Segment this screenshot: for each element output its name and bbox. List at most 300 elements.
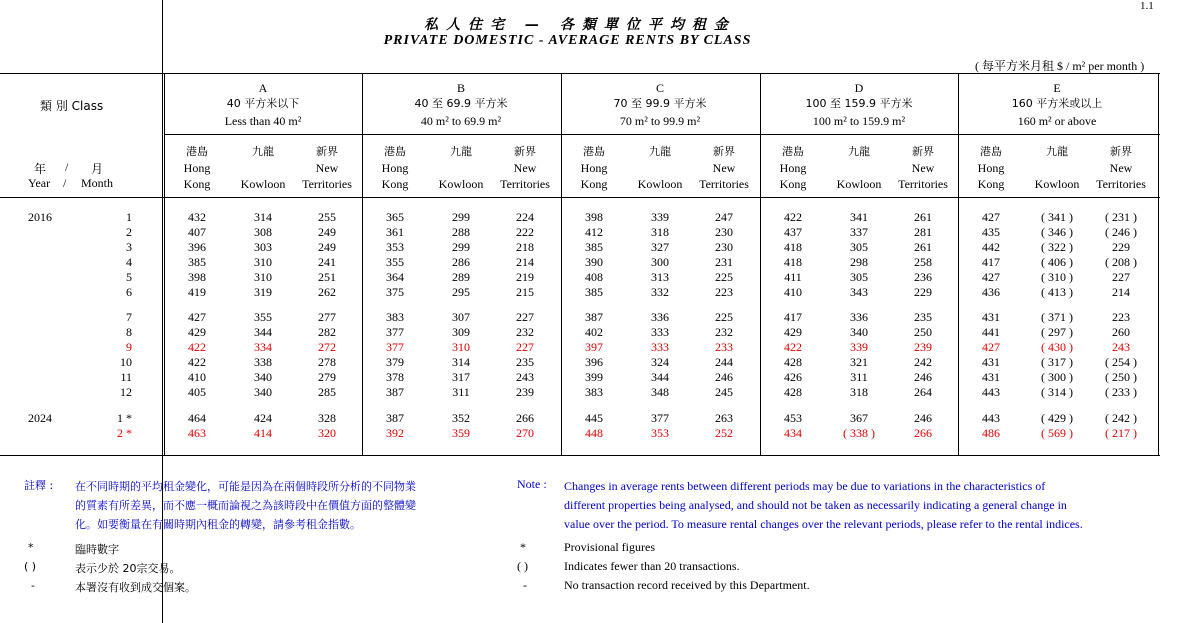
rent-cell: 379 — [386, 355, 404, 369]
class-letter: A — [258, 81, 268, 95]
rent-cell: 246 — [914, 411, 932, 425]
rent-cell: 310 — [254, 270, 272, 284]
rent-cell: 341 — [850, 210, 868, 224]
rent-cell: 344 — [651, 370, 669, 384]
rent-cell: ( 371 ) — [1041, 310, 1073, 324]
rent-cell: 442 — [982, 240, 1000, 254]
rent-cell: 242 — [914, 355, 932, 369]
rent-cell: 223 — [715, 285, 733, 299]
month-cell: 12 — [120, 385, 132, 399]
rent-cell: 385 — [188, 255, 206, 269]
legend-en-text: No transaction record received by this Department. — [564, 578, 810, 592]
region-en-line1: New — [712, 161, 736, 175]
rent-cell: 364 — [386, 270, 404, 284]
rent-cell: 282 — [318, 325, 336, 339]
rent-cell: 333 — [651, 325, 669, 339]
rent-cell: 327 — [651, 240, 669, 254]
rent-cell: 340 — [850, 325, 868, 339]
region-en-line1: Hong — [381, 161, 409, 175]
rent-cell: 359 — [452, 426, 470, 440]
rent-cell: 443 — [982, 385, 1000, 399]
rent-cell: 333 — [651, 340, 669, 354]
rent-cell: 225 — [715, 270, 733, 284]
rent-cell: 319 — [254, 285, 272, 299]
rent-cell: 385 — [585, 285, 603, 299]
slash: / — [65, 160, 69, 174]
table-row — [0, 325, 1160, 340]
rent-cell: 311 — [452, 385, 470, 399]
notes-zh-line: 的質素有所差異，而不應一概而論視之為該時段中在價值方面的整體變 — [75, 499, 416, 512]
rent-cell: 428 — [784, 355, 802, 369]
class-letter: B — [456, 81, 465, 95]
month-cell: 4 — [126, 255, 132, 269]
title-english: PRIVATE DOMESTIC - AVERAGE RENTS BY CLASS — [383, 33, 752, 48]
rent-cell: ( 300 ) — [1041, 370, 1073, 384]
rent-cell: 227 — [1112, 270, 1130, 284]
slash: / — [63, 176, 67, 190]
rent-cell: 243 — [516, 370, 534, 384]
rent-cell: 428 — [784, 385, 802, 399]
rent-cell: 309 — [452, 325, 470, 339]
legend-zh-text: 本署沒有收到成交個案。 — [75, 581, 196, 594]
rent-cell: 431 — [982, 355, 1000, 369]
rent-cell: 235 — [516, 355, 534, 369]
legend-en-sym: * — [520, 540, 526, 554]
rent-cell: ( 317 ) — [1041, 355, 1073, 369]
rent-cell: 239 — [914, 340, 932, 354]
rent-cell: 383 — [386, 310, 404, 324]
rent-cell: 227 — [516, 310, 534, 324]
region-zh: 九龍 — [1046, 145, 1068, 158]
region-en-line1: Hong — [183, 161, 211, 175]
rent-cell: 422 — [784, 210, 802, 224]
region-en-line1: Hong — [580, 161, 608, 175]
rent-cell: ( 208 ) — [1105, 255, 1137, 269]
region-en-line2: Kowloon — [1034, 177, 1080, 191]
month-cell: 2 * — [117, 426, 132, 440]
rent-cell: 338 — [254, 355, 272, 369]
rent-cell: ( 346 ) — [1041, 225, 1073, 239]
class-header-rule — [164, 134, 1160, 135]
region-en-line2: Territories — [302, 177, 352, 191]
rent-cell: 258 — [914, 255, 932, 269]
year-en: Year — [28, 176, 51, 190]
year-cell: 2016 — [28, 210, 52, 224]
rent-cell: ( 406 ) — [1041, 255, 1073, 269]
rent-cell: 262 — [318, 285, 336, 299]
legend-zh-sym: ( ) — [24, 560, 37, 573]
rent-cell: ( 338 ) — [843, 426, 875, 440]
month-cell: 10 — [120, 355, 132, 369]
rent-cell: 434 — [784, 426, 802, 440]
rent-cell: 365 — [386, 210, 404, 224]
legend-zh-text: 臨時數字 — [75, 543, 119, 556]
rent-cell: 222 — [516, 225, 534, 239]
rent-cell: 277 — [318, 310, 336, 324]
rent-cell: 299 — [452, 210, 470, 224]
class-range-en: Less than 40 m² — [224, 114, 302, 128]
rent-cell: 387 — [386, 411, 404, 425]
rent-cell: 436 — [982, 285, 1000, 299]
rent-cell: 285 — [318, 385, 336, 399]
rent-cell: ( 217 ) — [1105, 426, 1137, 440]
class-letter: E — [1053, 81, 1061, 95]
rent-cell: 408 — [585, 270, 603, 284]
region-zh: 港島 — [782, 145, 804, 158]
rent-cell: 229 — [914, 285, 932, 299]
table-row — [0, 310, 1160, 325]
title-chinese: 私人住宅 — 各類單位平均租金 — [424, 17, 736, 33]
rent-cell: 422 — [188, 340, 206, 354]
rent-cell: 344 — [254, 325, 272, 339]
rent-cell: 320 — [318, 426, 336, 440]
rent-cell: 223 — [1112, 310, 1130, 324]
region-zh: 新界 — [514, 145, 536, 158]
legend-zh-text: 表示少於 20宗交易。 — [75, 562, 181, 575]
rent-cell: 318 — [850, 385, 868, 399]
rent-cell: 288 — [452, 225, 470, 239]
rent-cell: 407 — [188, 225, 206, 239]
rent-cell: 314 — [254, 210, 272, 224]
rent-cell: 377 — [386, 340, 404, 354]
rent-cell: 311 — [850, 370, 868, 384]
region-en-line1: Hong — [779, 161, 807, 175]
rent-cell: ( 231 ) — [1105, 210, 1137, 224]
rent-cell: ( 569 ) — [1041, 426, 1073, 440]
month-cell: 6 — [126, 285, 132, 299]
rent-cell: 486 — [982, 426, 1000, 440]
rent-cell: 402 — [585, 325, 603, 339]
table-row — [0, 385, 1160, 400]
rent-cell: 417 — [784, 310, 802, 324]
rent-cell: 431 — [982, 370, 1000, 384]
rent-cell: 429 — [784, 325, 802, 339]
notes-zh-label: 註釋 : — [24, 479, 54, 492]
rent-cell: 250 — [914, 325, 932, 339]
legend-zh-sym: - — [31, 579, 35, 592]
region-en-line1: New — [513, 161, 537, 175]
rent-cell: 272 — [318, 340, 336, 354]
table-row — [0, 225, 1160, 240]
rent-cell: 318 — [651, 225, 669, 239]
rent-cell: 392 — [386, 426, 404, 440]
class-range-zh: 40 至 69.9 平方米 — [414, 97, 508, 110]
month-cell: 3 — [126, 240, 132, 254]
month-cell: 8 — [126, 325, 132, 339]
rent-cell: 263 — [715, 411, 733, 425]
rent-cell: 261 — [914, 210, 932, 224]
rent-cell: ( 246 ) — [1105, 225, 1137, 239]
rent-cell: ( 233 ) — [1105, 385, 1137, 399]
region-en-line2: Kong — [977, 177, 1005, 191]
rent-cell: 411 — [784, 270, 802, 284]
table-row — [0, 411, 1160, 426]
rent-cell: 437 — [784, 225, 802, 239]
rent-cell: 243 — [1112, 340, 1130, 354]
rent-cell: 229 — [1112, 240, 1130, 254]
rent-cell: 387 — [386, 385, 404, 399]
rent-cell: 232 — [715, 325, 733, 339]
rent-cell: 405 — [188, 385, 206, 399]
region-zh: 新界 — [1110, 145, 1132, 158]
rent-cell: 305 — [850, 270, 868, 284]
region-en-line2: Kong — [381, 177, 409, 191]
rent-cell: 339 — [850, 340, 868, 354]
rent-cell: 432 — [188, 210, 206, 224]
rent-cell: 387 — [585, 310, 603, 324]
rent-cell: 332 — [651, 285, 669, 299]
rent-cell: 427 — [188, 310, 206, 324]
rent-cell: 412 — [585, 225, 603, 239]
notes-en-text — [564, 477, 1083, 534]
rent-cell: ( 341 ) — [1041, 210, 1073, 224]
rent-cell: ( 429 ) — [1041, 411, 1073, 425]
table-row — [0, 255, 1160, 270]
rent-cell: 230 — [715, 240, 733, 254]
region-en-line2: Kong — [580, 177, 608, 191]
legend-zh-sym: * — [28, 541, 34, 554]
rent-cell: 270 — [516, 426, 534, 440]
notes-en-label: Note : — [517, 477, 547, 491]
rent-cell: 397 — [585, 340, 603, 354]
table-row — [0, 285, 1160, 300]
rent-cell: 390 — [585, 255, 603, 269]
rent-cell: 298 — [850, 255, 868, 269]
rent-cell: 303 — [254, 240, 272, 254]
rent-cell: 377 — [386, 325, 404, 339]
rent-cell: 353 — [386, 240, 404, 254]
rent-cell: 278 — [318, 355, 336, 369]
rent-cell: 235 — [914, 310, 932, 324]
rent-cell: 251 — [318, 270, 336, 284]
year-zh: 年 — [34, 162, 47, 176]
rent-cell: 308 — [254, 225, 272, 239]
rent-cell: 286 — [452, 255, 470, 269]
rent-cell: 377 — [651, 411, 669, 425]
unit-label: ( 每平方米月租 $ / m² per month ) — [975, 59, 1145, 73]
rent-cell: 261 — [914, 240, 932, 254]
rent-cell: ( 322 ) — [1041, 240, 1073, 254]
month-cell: 11 — [120, 370, 132, 384]
rent-cell: 348 — [651, 385, 669, 399]
rent-cell: 339 — [651, 210, 669, 224]
header-bottom-rule — [0, 197, 1160, 198]
rent-cell: 396 — [188, 240, 206, 254]
region-zh: 港島 — [384, 145, 406, 158]
rent-cell: 355 — [254, 310, 272, 324]
region-zh: 新界 — [316, 145, 338, 158]
region-zh: 港島 — [980, 145, 1002, 158]
rent-cell: 334 — [254, 340, 272, 354]
class-range-en: 40 m² to 69.9 m² — [420, 114, 502, 128]
rent-cell: 398 — [585, 210, 603, 224]
rent-cell: 441 — [982, 325, 1000, 339]
region-en-line2: Territories — [898, 177, 948, 191]
notes-zh-line: 在不同時期的平均租金變化，可能是因為在兩個時段所分析的不同物業 — [75, 480, 416, 493]
rent-cell: 317 — [452, 370, 470, 384]
rent-cell: 225 — [715, 310, 733, 324]
month-cell: 1 * — [117, 411, 132, 425]
rent-cell: 464 — [188, 411, 206, 425]
notes-en-line: value over the period. To measure rental changes over the relevant periods, please refer to the rental indices. — [564, 517, 1083, 531]
rent-cell: 361 — [386, 225, 404, 239]
rent-cell: 453 — [784, 411, 802, 425]
rent-cell: 427 — [982, 210, 1000, 224]
rent-cell: 427 — [982, 270, 1000, 284]
region-zh: 港島 — [583, 145, 605, 158]
rent-cell: 314 — [452, 355, 470, 369]
month-zh: 月 — [91, 162, 104, 176]
rent-cell: 375 — [386, 285, 404, 299]
rent-cell: 336 — [850, 310, 868, 324]
class-letter: D — [854, 81, 864, 95]
legend-en-text: Provisional figures — [564, 540, 655, 554]
page-number: 1.1 — [1140, 0, 1154, 12]
region-en-line1: Hong — [977, 161, 1005, 175]
rent-cell: 422 — [784, 340, 802, 354]
region-zh: 九龍 — [649, 145, 671, 158]
rent-cell: 299 — [452, 240, 470, 254]
rent-cell: 427 — [982, 340, 1000, 354]
rent-cell: 367 — [850, 411, 868, 425]
class-range-en: 100 m² to 159.9 m² — [812, 114, 906, 128]
rent-cell: 385 — [585, 240, 603, 254]
rent-cell: ( 314 ) — [1041, 385, 1073, 399]
rent-cell: 463 — [188, 426, 206, 440]
rent-cell: ( 430 ) — [1041, 340, 1073, 354]
rent-cell: 249 — [318, 240, 336, 254]
class-label: 類 別 Class — [40, 99, 104, 113]
legend-en-sym: - — [523, 578, 527, 592]
rent-cell: 214 — [1112, 285, 1130, 299]
class-range-en: 160 m² or above — [1017, 114, 1097, 128]
rent-cell: 232 — [516, 325, 534, 339]
rent-cell: 244 — [715, 355, 733, 369]
rent-cell: 266 — [914, 426, 932, 440]
rent-cell: 336 — [651, 310, 669, 324]
table-top-rule — [0, 73, 1160, 74]
month-cell: 9 — [126, 340, 132, 354]
rent-cell: 281 — [914, 225, 932, 239]
rent-cell: 445 — [585, 411, 603, 425]
rent-cell: 310 — [254, 255, 272, 269]
region-zh: 新界 — [713, 145, 735, 158]
rent-cell: 352 — [452, 411, 470, 425]
region-en-line1: New — [911, 161, 935, 175]
rent-cell: ( 413 ) — [1041, 285, 1073, 299]
rent-cell: 249 — [318, 225, 336, 239]
rent-cell: 245 — [715, 385, 733, 399]
region-zh: 新界 — [912, 145, 934, 158]
rent-cell: 236 — [914, 270, 932, 284]
rent-cell: 410 — [784, 285, 802, 299]
rent-cell: 218 — [516, 240, 534, 254]
rent-cell: ( 242 ) — [1105, 411, 1137, 425]
table-row — [0, 355, 1160, 370]
rent-cell: 353 — [651, 426, 669, 440]
region-en-line1: New — [315, 161, 339, 175]
region-en-line2: Kowloon — [438, 177, 484, 191]
rent-cell: 219 — [516, 270, 534, 284]
rent-cell: 422 — [188, 355, 206, 369]
rent-cell: 378 — [386, 370, 404, 384]
rent-cell: 429 — [188, 325, 206, 339]
rent-cell: ( 297 ) — [1041, 325, 1073, 339]
legend-en-sym: ( ) — [517, 559, 528, 573]
rent-cell: 230 — [715, 225, 733, 239]
rent-cell: 305 — [850, 240, 868, 254]
region-en-line2: Territories — [699, 177, 749, 191]
region-zh: 港島 — [186, 145, 208, 158]
region-en-line2: Kowloon — [240, 177, 286, 191]
table-row — [0, 240, 1160, 255]
notes-zh-text — [75, 477, 416, 534]
rent-cell: 241 — [318, 255, 336, 269]
rent-cell: 424 — [254, 411, 272, 425]
rent-cell: 328 — [318, 411, 336, 425]
table-row — [0, 370, 1160, 385]
rent-cell: 418 — [784, 255, 802, 269]
rent-cell: 321 — [850, 355, 868, 369]
rent-cell: 246 — [914, 370, 932, 384]
rent-cell: 307 — [452, 310, 470, 324]
month-en: Month — [81, 176, 114, 190]
month-cell: 7 — [126, 310, 132, 324]
notes-en-line: Changes in average rents between different periods may be due to variations in the characteristics of — [564, 479, 1046, 493]
rent-cell: 417 — [982, 255, 1000, 269]
notes-zh-line: 化。如要衡量在有關時期內租金的轉變，請參考租金指數。 — [75, 518, 361, 531]
month-cell: 5 — [126, 270, 132, 284]
rent-cell: 355 — [386, 255, 404, 269]
rent-cell: 214 — [516, 255, 534, 269]
rent-cell: 324 — [651, 355, 669, 369]
rent-cell: 343 — [850, 285, 868, 299]
class-range-en: 70 m² to 99.9 m² — [619, 114, 701, 128]
rent-cell: 252 — [715, 426, 733, 440]
rent-cell: 264 — [914, 385, 932, 399]
rent-cell: 313 — [651, 270, 669, 284]
region-zh: 九龍 — [252, 145, 274, 158]
rent-cell: 443 — [982, 411, 1000, 425]
rent-cell: ( 254 ) — [1105, 355, 1137, 369]
month-cell: 2 — [126, 225, 132, 239]
class-range-zh: 160 平方米或以上 — [1011, 97, 1103, 110]
month-cell: 1 — [126, 210, 132, 224]
rent-cell: 233 — [715, 340, 733, 354]
rent-cell: 448 — [585, 426, 603, 440]
table-row — [0, 270, 1160, 285]
rent-cell: 398 — [188, 270, 206, 284]
region-en-line2: Kong — [779, 177, 807, 191]
rent-cell: 340 — [254, 370, 272, 384]
region-en-line2: Territories — [1096, 177, 1146, 191]
rent-cell: 289 — [452, 270, 470, 284]
rent-cell: 396 — [585, 355, 603, 369]
rent-cell: 383 — [585, 385, 603, 399]
class-range-zh: 100 至 159.9 平方米 — [805, 97, 913, 110]
rent-cell: 227 — [516, 340, 534, 354]
rent-cell: 426 — [784, 370, 802, 384]
rent-cell: 215 — [516, 285, 534, 299]
region-en-line2: Kowloon — [637, 177, 683, 191]
class-range-zh: 70 至 99.9 平方米 — [613, 97, 707, 110]
rent-cell: 340 — [254, 385, 272, 399]
region-en-line2: Kong — [183, 177, 211, 191]
rent-cell: 260 — [1112, 325, 1130, 339]
rent-cell: 224 — [516, 210, 534, 224]
rent-cell: 266 — [516, 411, 534, 425]
rent-cell: 337 — [850, 225, 868, 239]
